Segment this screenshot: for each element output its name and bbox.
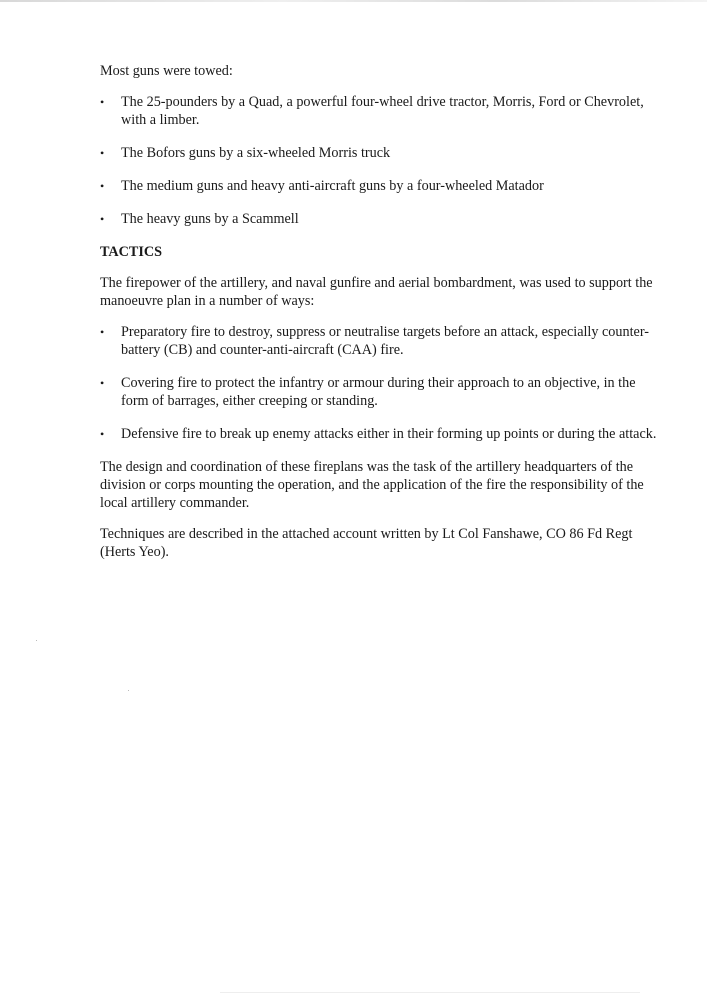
tactics-intro-paragraph: The firepower of the artillery, and naval gunfire and aerial bombardment, was used to support the manoeuvre plan in a number of ways: (100, 275, 653, 309)
bullet-icon: • (100, 146, 105, 160)
towed-guns-list (100, 93, 665, 228)
list-item (100, 374, 665, 410)
bullet-icon: • (100, 427, 105, 441)
scan-speck (128, 690, 129, 691)
section-heading-tactics: TACTICS (100, 244, 163, 260)
intro-paragraph: Most guns were towed: (100, 63, 233, 79)
scan-edge-bottom (220, 992, 640, 993)
list-item (100, 323, 665, 359)
list-item (100, 210, 665, 228)
bullet-icon: • (100, 325, 105, 339)
bullet-icon: • (100, 212, 105, 226)
document-page (100, 62, 665, 574)
techniques-paragraph: Techniques are described in the attached account written by Lt Col Fanshawe, CO 86 Fd Regt (Herts Yeo). (100, 526, 633, 560)
list-item (100, 177, 665, 195)
list-item-text: The heavy guns by a Scammell (121, 211, 299, 227)
bullet-icon: • (100, 376, 105, 390)
list-item (100, 144, 665, 162)
bullet-icon: • (100, 179, 105, 193)
tactics-list (100, 323, 665, 443)
list-item (100, 425, 665, 443)
list-item-text: Covering fire to protect the infantry or armour during their approach to an objective, in the form of barrages, either creeping or standing. (121, 375, 636, 409)
list-item-text: The Bofors guns by a six-wheeled Morris truck (121, 145, 391, 161)
scan-edge-top (0, 0, 707, 2)
list-item-text: Defensive fire to break up enemy attacks either in their forming up points or during the attack. (121, 426, 657, 442)
bullet-icon: • (100, 95, 105, 109)
design-paragraph: The design and coordination of these fireplans was the task of the artillery headquarters of the division or corps mounting the operation, and the application of the fire the responsibility of the local artillery commander. (100, 459, 644, 511)
list-item-text: The medium guns and heavy anti-aircraft guns by a four-wheeled Matador (121, 178, 544, 194)
scan-speck (36, 640, 37, 641)
list-item (100, 93, 665, 129)
list-item-text: Preparatory fire to destroy, suppress or neutralise targets before an attack, especially counter-battery (CB) and counter-anti-aircraft (CAA) fire. (121, 324, 649, 358)
list-item-text: The 25-pounders by a Quad, a powerful four-wheel drive tractor, Morris, Ford or Chevrolet, with a limber. (121, 94, 644, 128)
